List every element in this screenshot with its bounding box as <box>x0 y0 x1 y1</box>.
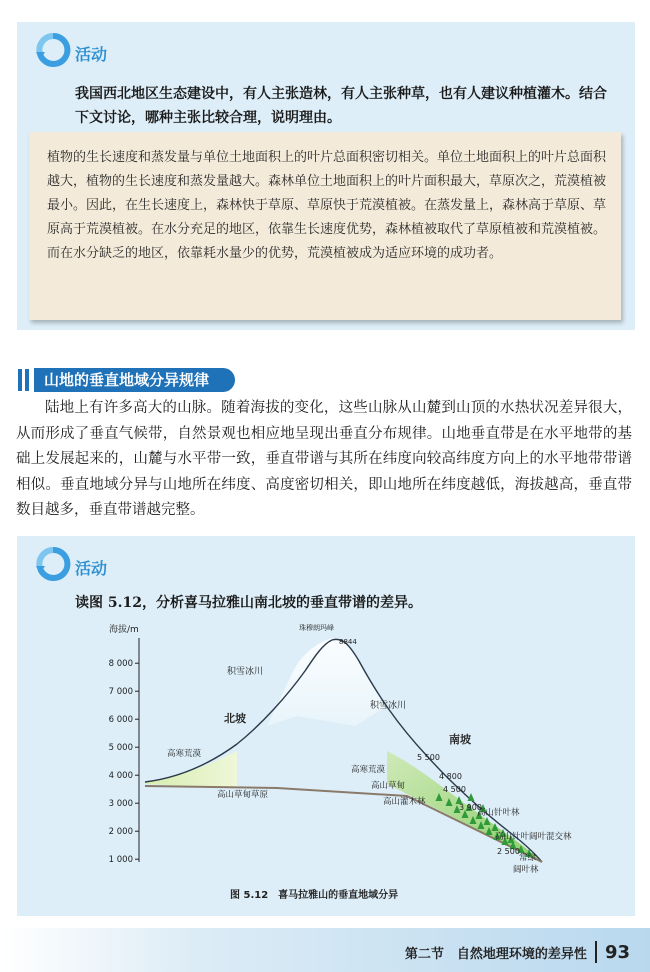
activity-box-2 <box>17 536 635 916</box>
activity-header-2 <box>35 544 107 584</box>
activity-box-1 <box>17 22 635 330</box>
y-tick-label: 3 000 <box>108 799 133 810</box>
y-tick-label: 8 000 <box>108 659 133 670</box>
boundary-3900: 3 900 <box>459 803 482 812</box>
page-number: 93 <box>604 941 630 963</box>
footer-section: 第二节 自然地理环境的差异性 <box>404 946 587 962</box>
section-heading <box>18 368 235 392</box>
north-slope-label: 北坡 <box>224 712 246 725</box>
y-tick-label: 1 000 <box>108 855 133 866</box>
north-desert-label: 高寒荒漠 <box>167 749 202 759</box>
peak-name: 珠穆朗玛峰 <box>299 624 334 632</box>
south-shrub-label: 高山灌木林 <box>383 797 426 807</box>
activity-icon <box>35 546 71 582</box>
south-broadleaf-label-line1: 常绿 <box>519 853 537 863</box>
section-body: 陆地上有许多高大的山脉。随着海拔的变化，这些山脉从山麓到山顶的水热状况差异很大，从而形成了垂直气候带，自然景观也相应地呈现出垂直分布规律。山地垂直带是在水平地带的基础上发展起来的，山麓与水平带一致，垂直带谱与其所在纬度向较高纬度方向上的水平地带带谱相似。垂直地域分异与山地所在纬度、高度密切相关，即山地所在纬度越低，海拔越高，垂直带数目越多，垂直带谱越完整。 <box>16 400 632 518</box>
north-snow-label: 积雪冰川 <box>227 667 264 677</box>
y-tick-label: 6 000 <box>108 715 133 726</box>
south-meadow-label: 高山草甸 <box>371 781 406 791</box>
activity-header-1 <box>35 30 107 70</box>
activity-prompt: 我国西北地区生态建设中，有人主张造林，有人主张种草，也有人建议种植灌木。结合下文讨论，哪种主张比较合理，说明理由。 <box>75 86 607 126</box>
footer-separator <box>595 941 597 963</box>
activity-icon <box>35 32 71 68</box>
boundary-2500: 2 500 <box>497 847 520 856</box>
y-axis-label: 海拔/m <box>109 625 139 635</box>
south-conifer-label: 高山针叶林 <box>477 808 520 818</box>
y-tick-label: 5 000 <box>108 743 133 754</box>
y-tick-label: 4 000 <box>108 771 133 782</box>
boundary-5500: 5 500 <box>417 753 440 762</box>
boundary-4800: 4 800 <box>439 772 462 781</box>
south-slope-label: 南坡 <box>449 733 471 746</box>
section-title: 山地的垂直地域分异规律 <box>34 368 235 392</box>
figure-caption: 图 5.12 喜马拉雅山的垂直地域分异 <box>230 890 399 901</box>
y-tick-label: 7 000 <box>108 687 133 698</box>
activity-title: 活动 <box>75 44 108 64</box>
south-broadleaf-label-line2: 阔叶林 <box>513 865 539 875</box>
reading-note-text: 植物的生长速度和蒸发量与单位土地面积上的叶片总面积密切相关。单位土地面积上的叶片总面积越大，植物的生长速度和蒸发量越大。森林单位土地面积上的叶片面积最大，草原次之，荒漠植被最小。因此，在生长速度上，森林快于草原、草原快于荒漠植被。在蒸发量上，森林高于草原、草原高于荒漠植被。在水分充足的地区，依靠生长速度优势，森林植被取代了草原植被和荒漠植被。而在水分缺乏的地区，依靠耗水量少的优势，荒漠植被成为适应环境的成功者。 <box>47 150 607 261</box>
activity-title: 活动 <box>75 558 108 578</box>
snow-cap <box>267 638 387 726</box>
south-mixed-label: 高山针叶阔叶混交林 <box>495 832 572 842</box>
heading-bars-icon <box>18 369 29 391</box>
page-footer <box>405 941 630 963</box>
boundary-4500: 4 500 <box>443 785 466 794</box>
south-snow-label: 积雪冰川 <box>370 701 407 711</box>
y-tick-label: 2 000 <box>108 827 133 838</box>
north-meadow-label: 高山草甸草原 <box>217 790 269 800</box>
himalaya-zonation-diagram <box>87 616 617 916</box>
peak-height: 8844 <box>339 638 357 646</box>
activity-prompt: 读图 5.12，分析喜马拉雅山南北坡的垂直带谱的差异。 <box>75 595 422 611</box>
south-desert-label: 高寒荒漠 <box>351 765 386 775</box>
reading-note <box>29 132 621 320</box>
